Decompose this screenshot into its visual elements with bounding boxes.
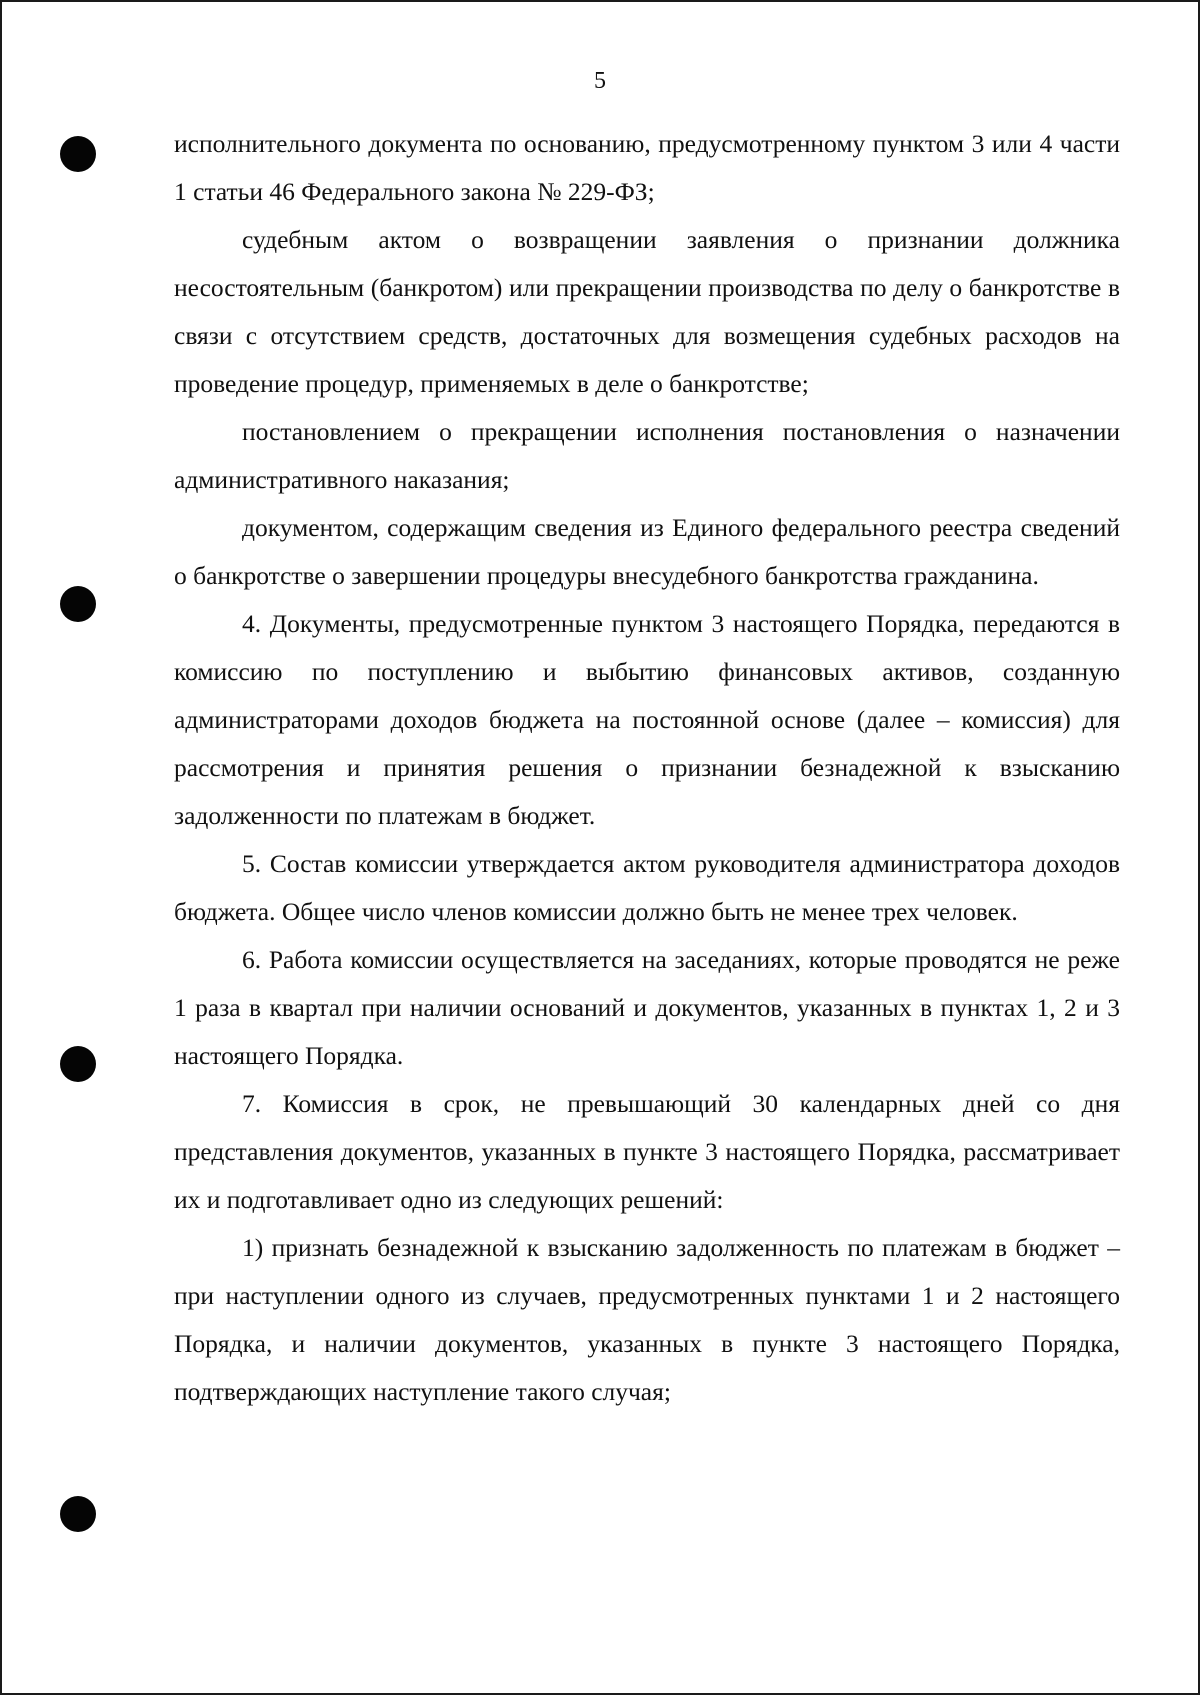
document-body <box>174 120 1120 1416</box>
punch-hole-4 <box>60 1496 96 1532</box>
paragraph-item-7: 7. Комиссия в срок, не превышающий 30 календарных дней со дня представления документов, указанных в пункте 3 настоящего Порядка, рассматривает их и подготавливает одно из следующих решений: <box>174 1089 1120 1214</box>
paragraph-item-6: 6. Работа комиссии осуществляется на заседаниях, которые проводятся не реже 1 раза в квартал при наличии оснований и документов, указанных в пунктах 1, 2 и 3 настоящего Порядка. <box>174 945 1120 1070</box>
paragraph-subitem-1: 1) признать безнадежной к взысканию задолженность по платежам в бюджет – при наступлении одного из случаев, предусмотренных пунктами 1 и 2 настоящего Порядка, и наличии документов, указанных в пункте 3 настоящего Порядка, подтверждающих наступление такого случая; <box>174 1233 1120 1406</box>
paragraph-item-5: 5. Состав комиссии утверждается актом руководителя администратора доходов бюджета. Общее число членов комиссии должно быть не менее трех человек. <box>174 849 1120 926</box>
paragraph-court-act: судебным актом о возвращении заявления о признании должника несостоятельным (банкротом) или прекращении производства по делу о банкротстве в связи с отсутствием средств, достаточных для возмещения судебных расходов на проведение процедур, применяемых в деле о банкротстве; <box>174 225 1120 398</box>
punch-hole-2 <box>60 586 96 622</box>
paragraph-resolution: постановлением о прекращении исполнения постановления о назначении административного наказания; <box>174 417 1120 494</box>
paragraph-continuation: исполнительного документа по основанию, предусмотренному пунктом 3 или 4 части 1 статьи 46 Федерального закона № 229-ФЗ; <box>174 129 1120 206</box>
punch-hole-3 <box>60 1046 96 1082</box>
paragraph-item-4: 4. Документы, предусмотренные пунктом 3 настоящего Порядка, передаются в комиссию по поступлению и выбытию финансовых активов, созданную администраторами доходов бюджета на постоянной основе (далее – комиссия) для рассмотрения и принятия решения о признании безнадежной к взысканию задолженности по платежам в бюджет. <box>174 609 1120 830</box>
page-number: 5 <box>594 68 606 94</box>
punch-hole-1 <box>60 136 96 172</box>
paragraph-registry-document: документом, содержащим сведения из Единого федерального реестра сведений о банкротстве о завершении процедуры внесудебного банкротства гражданина. <box>174 513 1120 590</box>
